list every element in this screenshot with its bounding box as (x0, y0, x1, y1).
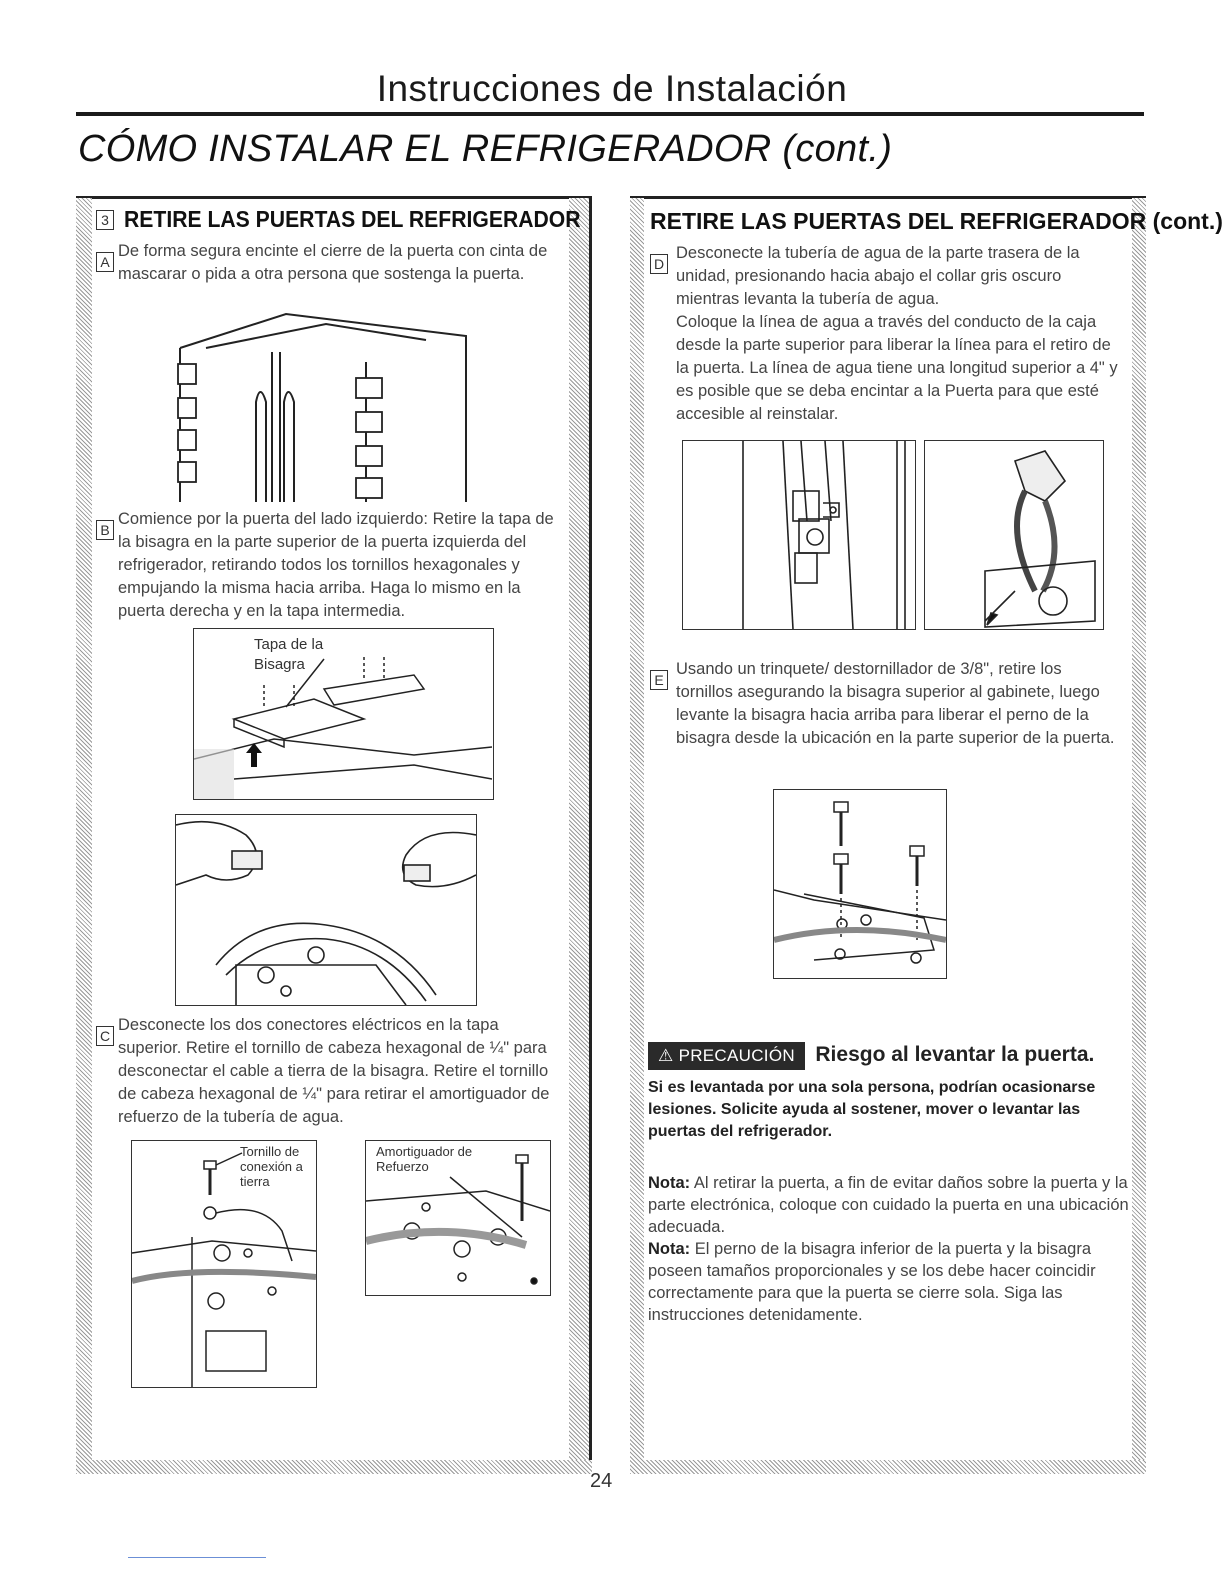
step-c (96, 1014, 562, 1129)
footer-line (128, 1557, 266, 1558)
right-heading (650, 208, 1223, 235)
note-1-text: Al retirar la puerta, a fin de evitar daños sobre la puerta y la parte electrónica, coloque con cuidado la puerta en una ubicación adecuada. (648, 1174, 1129, 1236)
step-d (650, 242, 1120, 426)
caution-badge (648, 1042, 805, 1070)
page-number: 24 (590, 1470, 613, 1492)
fig-connectors (175, 814, 477, 1006)
step-letter-e: E (650, 670, 668, 690)
left-heading (96, 206, 621, 233)
fig-water-conduit (924, 440, 1104, 630)
step-number-box: 3 (96, 210, 114, 230)
step-a (96, 240, 562, 286)
left-panel-hatch-left (76, 198, 92, 1474)
fig-hinge-screws (773, 789, 947, 979)
caution-warning: Si es levantada por una sola persona, podrían ocasionarse lesiones. Solicite ayuda al sostener, mover o levantar las puertas del refrigerador. (648, 1079, 1096, 1140)
page-header-title: Instrucciones de Instalación (376, 68, 848, 109)
step-d-text: Desconecte la tubería de agua de la parte trasera de la unidad, presionando hacia abajo el collar gris oscuro mientras levanta la tubería de agua. (676, 244, 1080, 308)
warning-triangle-icon: ⚠ (658, 1046, 674, 1065)
note-2-text: El perno de la bisagra inferior de la puerta y la bisagra poseen tamaños proporcionales y se los debe hacer coincidir correctamente para que la puerta se cierre sola. Siga las instrucciones detenidamente. (648, 1240, 1096, 1324)
section-title: CÓMO INSTALAR EL REFRIGERADOR (cont.) (78, 128, 893, 170)
step-letter-d: D (650, 254, 668, 274)
header-rule (76, 112, 1144, 116)
fig-fridge-taped (176, 312, 476, 504)
step-d-text-2: Coloque la línea de agua a través del conducto de la caja desde la parte superior para liberar la línea para el retiro de la puerta. La línea de agua tiene una longitud superior a 4" y es posible que se deba encintar a la Puerta para que esté accesible al reinstalar. (676, 313, 1118, 423)
note-1-label: Nota: (648, 1174, 691, 1192)
fig-ground-screw (131, 1140, 317, 1388)
step-b (96, 508, 566, 623)
step-letter-b: B (96, 520, 114, 540)
step-a-text: De forma segura encinte el cierre de la puerta con cinta de mascarar o pida a otra persona que sostenga la puerta. (118, 242, 548, 283)
caution-title: Riesgo al levantar la puerta. (815, 1043, 1095, 1066)
damper-label: Amortiguador de Refuerzo (376, 1144, 473, 1174)
right-heading-text: RETIRE LAS PUERTAS DEL REFRIGERADOR (cont.) (650, 208, 1223, 234)
right-panel-hatch-left (630, 198, 644, 1474)
step-b-text: Comience por la puerta del lado izquierdo: Retire la tapa de la bisagra en la parte superior de la puerta izquierda del refrigerador, retirando todos los tornillos hexagonales y empujando la misma hacia arriba. Haga lo mismo en la puerta derecha y en la tapa intermedia. (118, 510, 554, 620)
fig-damper (365, 1140, 551, 1296)
caution-badge-text: PRECAUCIÓN (678, 1046, 795, 1065)
note-2-label: Nota: (648, 1240, 691, 1258)
left-panel-hatch-bottom (76, 1460, 592, 1474)
hinge-cover-label: Tapa de la Bisagra (254, 636, 324, 673)
left-panel-hatch-right (569, 198, 589, 1474)
fig-water-line (682, 440, 916, 630)
ground-screw-label: Tornillo de conexión a tierra (240, 1144, 303, 1189)
note-1 (648, 1172, 1136, 1238)
caution-row (648, 1042, 1128, 1070)
fig-hinge-cover (193, 628, 494, 800)
step-letter-a: A (96, 252, 114, 272)
right-panel-hatch-bottom (630, 1460, 1146, 1474)
left-heading-text: RETIRE LAS PUERTAS DEL REFRIGERADOR (124, 206, 582, 232)
step-c-text: Desconecte los dos conectores eléctricos en la tapa superior. Retire el tornillo de cabeza hexagonal de ¼" para desconectar el cable a tierra de la bisagra. Retire el tornillo de cabeza hexagonal de ¼" para retirar el amortiguador de refuerzo de la tubería de agua. (118, 1016, 550, 1126)
step-e-text: Usando un trinquete/ destornillador de 3/8", retire los tornillos asegurando la bisagra superior al gabinete, luego levante la bisagra hacia arriba para liberar el perno de la bisagra desde la ubicación en la parte superior de la puerta. (676, 660, 1115, 747)
note-2 (648, 1238, 1136, 1326)
step-letter-c: C (96, 1026, 114, 1046)
step-e (650, 658, 1120, 750)
